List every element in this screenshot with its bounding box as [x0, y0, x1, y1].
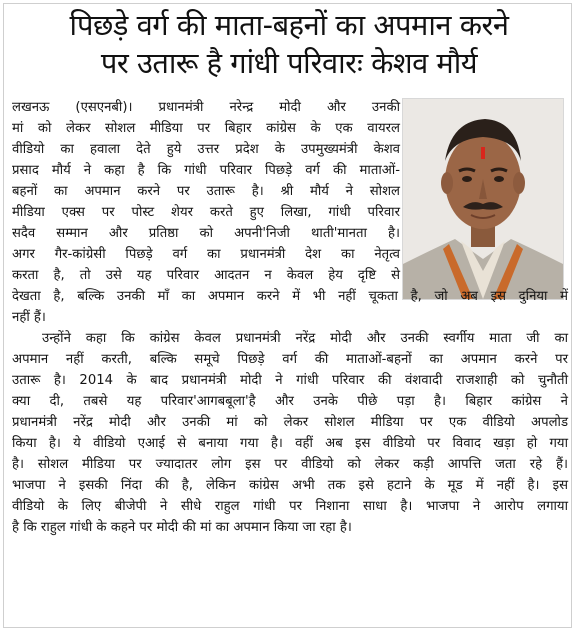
paragraph2-line: अपमान नहीं करती, बल्कि समूचे पिछड़े वर्ग की माताओं-बहनों का अपमान करने पर — [12, 352, 568, 367]
paragraph1-line: लखनऊ (एसएनबी)। प्रधानमंत्री नरेन्द्र मोदी और उनकी — [12, 100, 400, 115]
paragraph2-line: है। सोशल मीडिया पर ज्यादातर लोग इस पर वीडियो को लेकर कड़ी आपत्ति जता रहे हैं। — [12, 457, 568, 472]
article-body — [12, 97, 568, 538]
paragraph1-line: प्रसाद मौर्य ने कहा है कि गांधी परिवार पिछड़े वर्ग की माताओं- — [12, 163, 400, 178]
paragraph2-line: उतारू है। 2014 के बाद प्रधानमंत्री मोदी ने गांधी परिवार की वंशवादी राजशाही को चुनौती — [12, 373, 568, 388]
paragraph1-line: बहनों का अपमान करने पर उतारू है। श्री मौर्य ने सोशल — [12, 184, 400, 199]
paragraph1-line: सदैव सम्मान और प्रतिष्ठा को अपनी'निजी थाती'मानता है। — [12, 226, 400, 241]
headline-line-1: पिछड़े वर्ग की माता-बहनों का अपमान करने — [69, 8, 509, 42]
paragraph1-line: मां को लेकर सोशल मीडिया पर बिहार कांग्रेस के एक वायरल — [12, 121, 400, 136]
paragraph2-line: प्रधानमंत्री नरेंद्र मोदी और उनकी मां को लेकर सोशल मीडिया पर एक वीडियो अपलोड — [12, 415, 568, 430]
paragraph1-line: देखता है, बल्कि उनकी माँ का अपमान करने में भी नहीं चूकता है, जो अब इस दुनिया में — [12, 289, 568, 304]
paragraph2-line: उन्होंने कहा कि कांग्रेस केवल प्रधानमंत्री नरेंद्र मोदी और उनकी स्वर्गीय माता जी का — [42, 331, 568, 346]
paragraph2-line: क्या दी, तबसे यह परिवार'आगबबूला'है और उनके पीछे पड़ा है। बिहार कांग्रेस ने — [12, 394, 568, 409]
paragraph2-line: है कि राहुल गांधी के कहने पर मोदी की मां का अपमान किया जा रहा है। — [12, 520, 352, 535]
paragraph1-line: मीडिया एक्स पर पोस्ट शेयर करते हुए लिखा, गांधी परिवार — [12, 205, 400, 220]
paragraph2-line: वीडियो के लिए बीजेपी ने सीधे राहुल गांधी पर निशाना साधा है। भाजपा ने आरोप लगाया — [12, 499, 568, 514]
paragraph2-line: किया है। ये वीडियो एआई से बनाया गया है। वहीं अब इस वीडियो पर विवाद खड़ा हो गया — [12, 436, 568, 451]
paragraph1-line: करता है, तो उसे यह परिवार आदतन न केवल हेय दृष्टि से — [12, 268, 400, 283]
headline-line-2: पर उतारू है गांधी परिवारः केशव मौर्य — [100, 46, 478, 80]
paragraph1-line: वीडियो का हवाला देते हुये उत्तर प्रदेश के उपमुख्यमंत्री केशव — [12, 142, 400, 157]
clipped-next-article — [12, 622, 568, 632]
paragraph1-line: अगर गैर-कांग्रेसी पिछड़े वर्ग का प्रधानमंत्री देश का नेतृत्व — [12, 247, 400, 262]
headline — [8, 6, 570, 82]
paragraph2-line: भाजपा ने इसकी निंदा की है, लेकिन कांग्रेस अभी तक इसे हटाने के मूड में नहीं है। इस — [12, 478, 568, 493]
paragraph1-line: नहीं हैं। — [12, 310, 46, 325]
